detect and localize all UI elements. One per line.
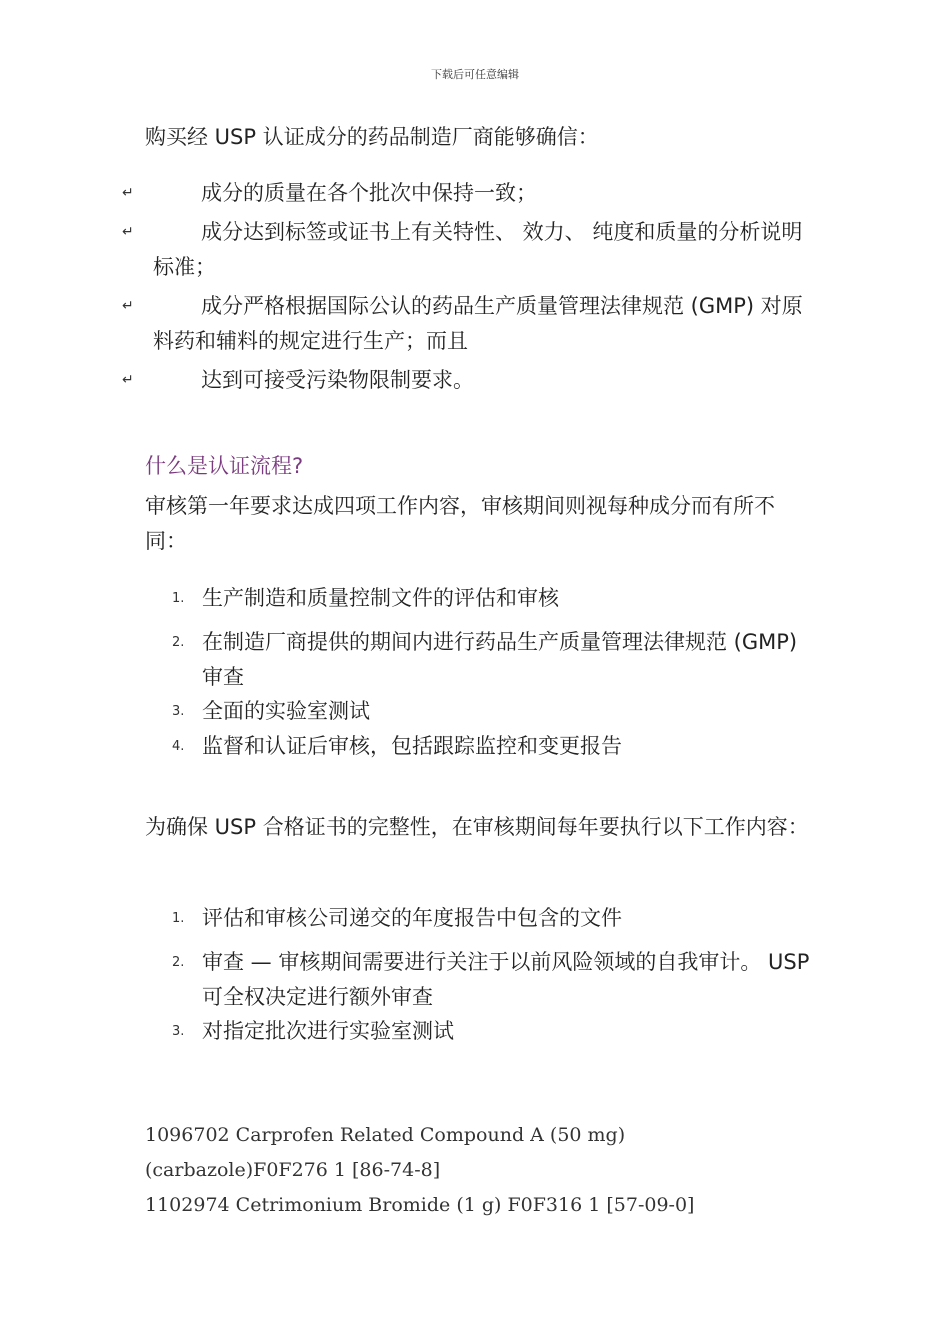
return-arrow-icon: ↵	[122, 224, 134, 240]
list-number: 2.	[172, 955, 185, 970]
catalog-line: (carbazole)F0F276 1 [86-74-8]	[145, 1159, 441, 1181]
list-item-text: 对指定批次进行实验室测试	[202, 1019, 454, 1043]
first-year-paragraph: 审核第一年要求达成四项工作内容，审核期间则视每种成分而有所不同：	[145, 494, 775, 553]
list-number: 2.	[172, 635, 185, 650]
bullet-text: 成分达到标签或证书上有关特性、 效力、 纯度和质量的分析说明标准；	[153, 220, 803, 279]
list-number: 4.	[172, 739, 185, 754]
return-arrow-icon: ↵	[122, 372, 134, 388]
list-item-text: 评估和审核公司递交的年度报告中包含的文件	[202, 906, 622, 930]
list-item-text: 在制造厂商提供的期间内进行药品生产质量管理法律规范 (GMP) 审查	[202, 630, 798, 689]
list-item-text: 全面的实验室测试	[202, 699, 370, 723]
catalog-line: 1096702 Carprofen Related Compound A (50 mg)	[145, 1124, 626, 1146]
return-arrow-icon: ↵	[122, 298, 134, 314]
bullet-text: 达到可接受污染物限制要求。	[201, 368, 474, 392]
list-number: 3.	[172, 704, 185, 719]
list-number: 1.	[172, 911, 185, 926]
return-arrow-icon: ↵	[122, 185, 134, 201]
section-heading: 什么是认证流程?	[145, 454, 304, 478]
list-item-text: 审查 — 审核期间需要进行关注于以前风险领域的自我审计。 USP 可全权决定进行额外审查	[202, 950, 810, 1009]
page-header: 下载后可任意编辑	[431, 68, 519, 81]
intro-text: 购买经 USP 认证成分的药品制造厂商能够确信：	[145, 125, 599, 149]
bullet-text: 成分严格根据国际公认的药品生产质量管理法律规范 (GMP) 对原料药和辅料的规定进行生产；而且	[153, 294, 803, 353]
bullet-text: 成分的质量在各个批次中保持一致；	[201, 181, 537, 205]
list-number: 1.	[172, 591, 185, 606]
list-item-text: 监督和认证后审核，包括跟踪监控和变更报告	[202, 734, 622, 758]
list-number: 3.	[172, 1024, 185, 1039]
catalog-line: 1102974 Cetrimonium Bromide (1 g) F0F316 1 [57-09-0]	[145, 1194, 695, 1216]
list-item-text: 生产制造和质量控制文件的评估和审核	[202, 586, 559, 610]
annual-review-paragraph: 为确保 USP 合格证书的完整性，在审核期间每年要执行以下工作内容：	[145, 815, 809, 839]
